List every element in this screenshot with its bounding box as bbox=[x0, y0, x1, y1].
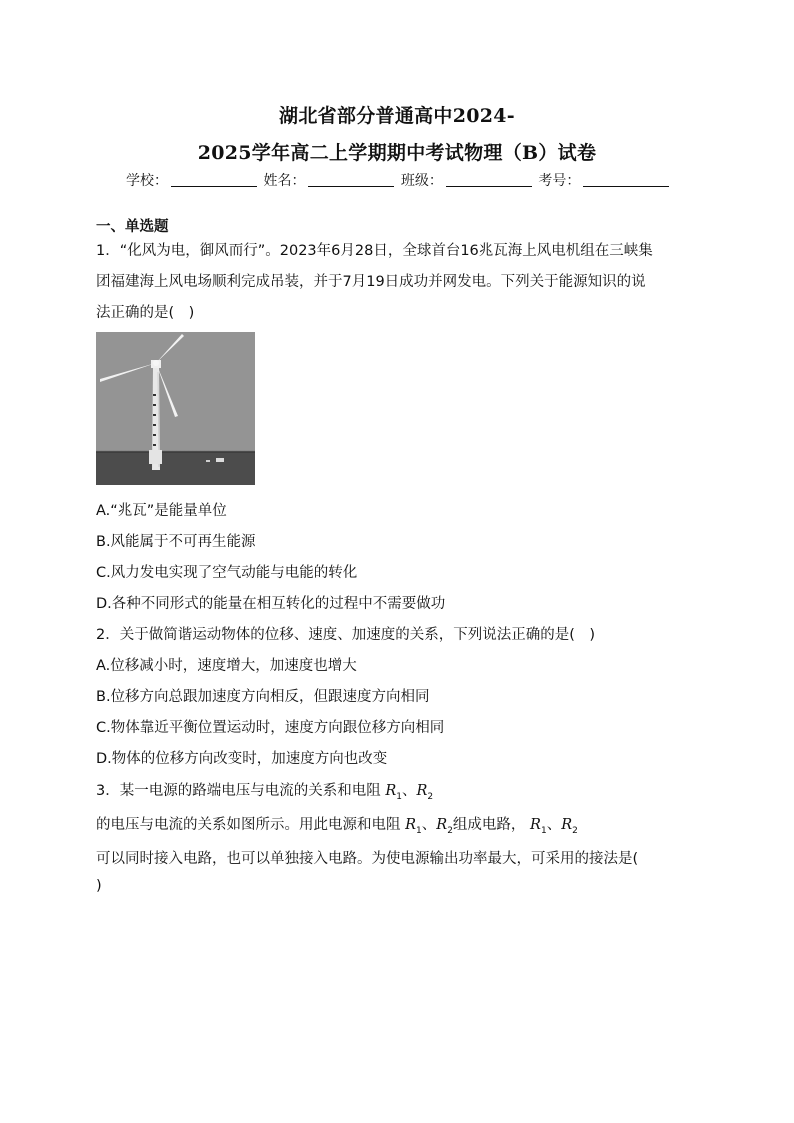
exam-number-blank[interactable] bbox=[583, 174, 669, 187]
r2-symbol: R bbox=[436, 817, 448, 833]
q2-option-a: A.位移减小时，速度增大，加速度也增大 bbox=[96, 658, 357, 674]
q1-option-d: D.各种不同形式的能量在相互转化的过程中不需要做功 bbox=[96, 596, 446, 612]
school-label: 学校： bbox=[126, 173, 168, 189]
q1-option-a: A.“兆瓦”是能量单位 bbox=[96, 503, 227, 519]
r2-symbol: R bbox=[561, 817, 573, 833]
q1-option-b: B.风能属于不可再生能源 bbox=[96, 534, 256, 550]
q2-option-c: C.物体靠近平衡位置运动时，速度方向跟位移方向相同 bbox=[96, 720, 445, 736]
class-label: 班级： bbox=[400, 173, 443, 189]
separator: 、 bbox=[402, 783, 417, 799]
wind-turbine-photo bbox=[96, 332, 255, 485]
exam-title-line-2: 2025学年高二上学期期中考试物理（B）试卷 bbox=[197, 142, 597, 164]
q3-stem-line-4: ) bbox=[96, 878, 102, 894]
name-blank[interactable] bbox=[308, 174, 394, 187]
q2-option-d: D.物体的位移方向改变时，加速度方向也改变 bbox=[96, 751, 388, 767]
q1-option-c: C.风力发电实现了空气动能与电能的转化 bbox=[96, 565, 358, 581]
r1-symbol: R bbox=[405, 817, 417, 833]
q1-stem-line-2: 团福建海上风电场顺利完成吊装，并于7月19日成功并网发电。下列关于能源知识的说 bbox=[96, 274, 646, 290]
q2-option-b: B.位移方向总跟加速度方向相反，但跟速度方向相同 bbox=[96, 689, 430, 705]
exam-number-label: 考号： bbox=[538, 173, 581, 189]
r2-subscript: 2 bbox=[447, 825, 453, 836]
r2-symbol: R bbox=[416, 783, 428, 799]
r1-symbol: R bbox=[530, 817, 541, 833]
q3-stem-line-2 bbox=[96, 813, 578, 836]
separator: 、 bbox=[546, 817, 562, 833]
separator: 、 bbox=[421, 817, 437, 833]
q3-text-2a: 的电压与电流的关系如图所示。用此电源和电阻 bbox=[96, 817, 401, 833]
q1-stem-line-1: 1．“化风为电，御风而行”。2023年6月28日，全球首台16兆瓦海上风电机组在三峡集 bbox=[96, 243, 653, 259]
r1-subscript: 1 bbox=[540, 825, 547, 836]
student-info-row bbox=[126, 170, 671, 190]
q3-stem-line-3: 可以同时接入电路，也可以单独接入电路。为使电源输出功率最大，可采用的接法是( bbox=[96, 851, 639, 867]
r2-subscript: 2 bbox=[572, 825, 578, 836]
exam-title-line-1: 湖北省部分普通高中2024- bbox=[279, 105, 515, 127]
q3-text-1: 3．某一电源的路端电压与电流的关系和电阻 bbox=[96, 783, 381, 799]
r2-subscript: 2 bbox=[427, 791, 434, 802]
r1-subscript: 1 bbox=[396, 791, 402, 802]
section-heading: 一、单选题 bbox=[96, 219, 169, 235]
name-label: 姓名： bbox=[263, 173, 306, 189]
q2-stem: 2．关于做简谐运动物体的位移、速度、加速度的关系，下列说法正确的是( ) bbox=[96, 627, 596, 643]
r1-symbol: R bbox=[385, 783, 397, 799]
q1-stem-line-3: 法正确的是( ) bbox=[96, 305, 195, 321]
school-blank[interactable] bbox=[171, 174, 257, 187]
q3-stem-line-1 bbox=[96, 779, 433, 802]
q3-text-2b: 组成电路， bbox=[452, 817, 526, 833]
r1-subscript: 1 bbox=[416, 825, 422, 836]
class-blank[interactable] bbox=[446, 174, 532, 187]
